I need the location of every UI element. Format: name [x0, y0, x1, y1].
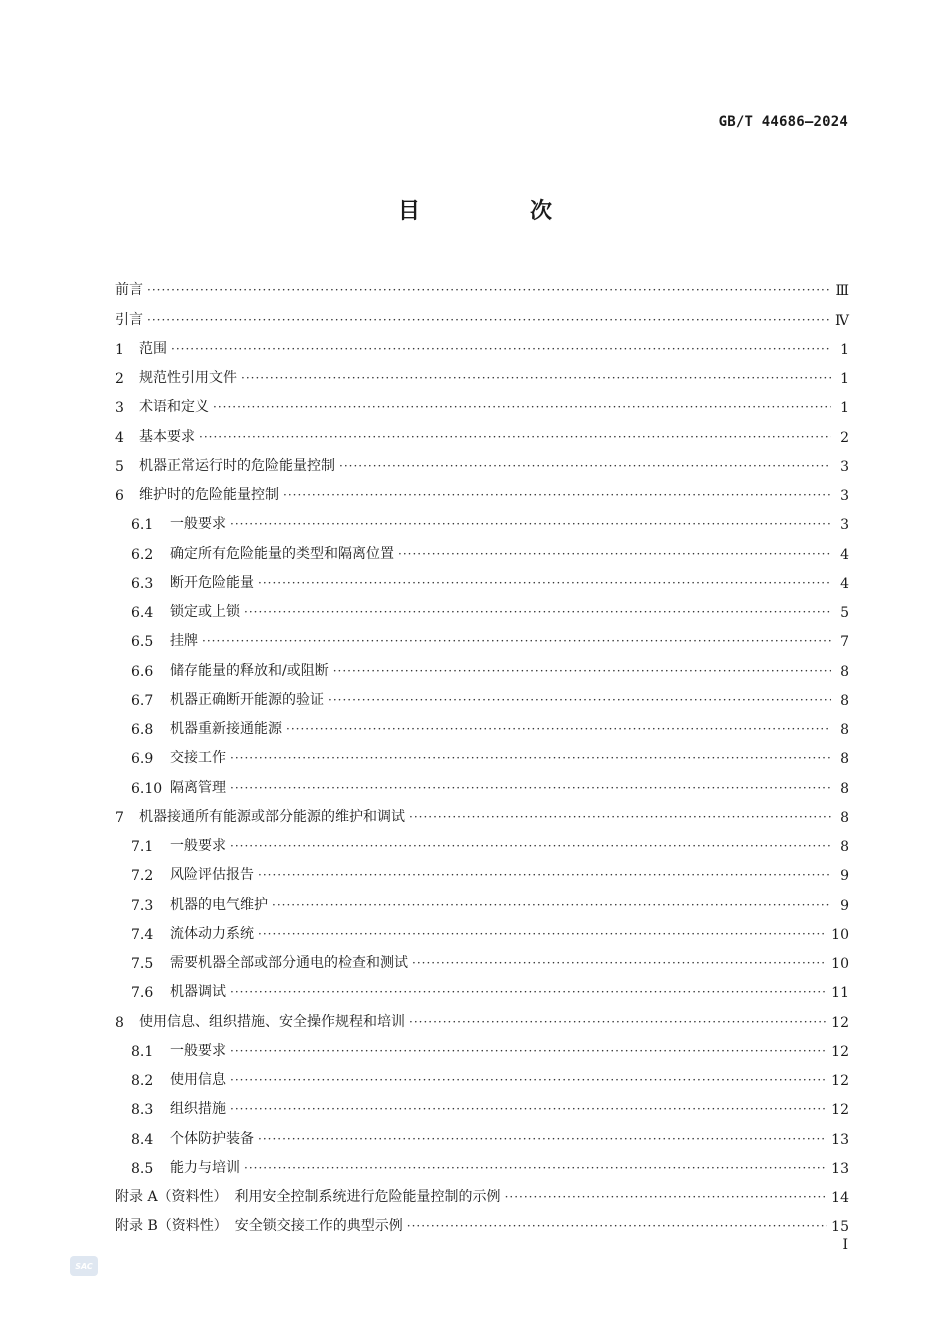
toc-entry-page: 10	[831, 926, 849, 943]
toc-entry[interactable]	[115, 680, 849, 709]
standard-number: GB/T 44686—2024	[718, 114, 848, 130]
toc-entry[interactable]	[115, 1148, 849, 1177]
toc-entry-label: 隔离管理	[170, 779, 226, 796]
toc-entry-label: 储存能量的释放和/或阻断	[170, 662, 329, 679]
toc-entry[interactable]	[115, 826, 849, 855]
toc-entry-page: 12	[831, 1043, 849, 1060]
toc-dot-leader	[230, 1042, 827, 1060]
toc-entry-number: 8.3	[131, 1102, 154, 1119]
toc-entry-label: 能力与培训	[170, 1159, 240, 1176]
page-number: I	[842, 1237, 848, 1253]
toc-entry-page: 9	[840, 897, 849, 914]
toc-entry-page: 11	[831, 985, 849, 1002]
toc-dot-leader	[283, 486, 831, 504]
toc-entry[interactable]	[115, 1118, 849, 1147]
toc-entry-page: 8	[840, 663, 849, 680]
toc-entry[interactable]	[115, 299, 849, 328]
toc-entry-page: 8	[840, 809, 849, 826]
toc-entry-page: 12	[831, 1014, 849, 1031]
toc-entry-number: 8	[115, 1014, 124, 1031]
toc-dot-leader	[333, 662, 831, 680]
toc-entry-page: 10	[831, 956, 849, 972]
toc-entry-number: 7.4	[131, 926, 154, 943]
toc-entry-label: 交接工作	[170, 750, 226, 767]
toc-entry[interactable]	[115, 738, 849, 767]
toc-entry-label: 机器正确断开能源的验证	[170, 691, 324, 708]
toc-entry-number: 6.1	[131, 517, 154, 534]
toc-dot-leader	[230, 749, 831, 767]
toc-entry-label: 机器调试	[170, 984, 226, 1001]
logo-text: SAC	[75, 1261, 93, 1271]
toc-dot-leader	[199, 428, 831, 446]
toc-entry-page: 13	[831, 1131, 849, 1148]
toc-entry[interactable]	[115, 533, 849, 562]
toc-entry-page: 1	[840, 371, 849, 387]
toc-entry[interactable]	[115, 709, 849, 738]
toc-entry-number: 6.4	[131, 605, 154, 621]
toc-dot-leader	[147, 311, 831, 329]
toc-entry-page: 3	[840, 488, 849, 504]
toc-entry[interactable]	[115, 1060, 849, 1089]
toc-entry-page: 7	[840, 634, 849, 651]
toc-dot-leader	[328, 691, 831, 709]
toc-entry-page: 3	[840, 517, 849, 534]
toc-entry-label: 机器正常运行时的危险能量控制	[139, 457, 335, 474]
toc-entry[interactable]	[115, 504, 849, 533]
toc-entry-number: 6.7	[131, 692, 154, 709]
toc-entry-page: Ⅲ	[835, 283, 849, 300]
toc-entry-number: 3	[115, 400, 124, 417]
toc-entry[interactable]	[115, 1089, 849, 1118]
toc-entry-page: 8	[840, 722, 849, 738]
toc-dot-leader	[241, 369, 831, 387]
toc-entry-label: 一般要求	[170, 516, 226, 533]
toc-entry-label: 范围	[139, 340, 167, 357]
toc-entry-label: 引言	[115, 311, 143, 328]
toc-entry-page: 3	[840, 458, 849, 475]
toc-entry-number: 7.2	[131, 868, 154, 885]
toc-entry-label: 确定所有危险能量的类型和隔离位置	[170, 545, 394, 562]
toc-entry[interactable]	[115, 1001, 849, 1030]
toc-entry-label: 断开危险能量	[170, 574, 254, 591]
toc-entry-label: 术语和定义	[139, 399, 209, 416]
toc-entry-page: 14	[831, 1190, 849, 1206]
toc-entry[interactable]	[115, 855, 849, 884]
toc-entry-number: 7.5	[131, 956, 154, 972]
toc-entry[interactable]	[115, 972, 849, 1001]
toc-dot-leader	[258, 574, 831, 592]
toc-entry[interactable]	[115, 1206, 849, 1235]
toc-entry-page: 12	[831, 1073, 849, 1089]
toc-entry-page: 13	[831, 1160, 849, 1177]
toc-dot-leader	[244, 1159, 827, 1177]
toc-entry-number: 4	[115, 429, 124, 446]
toc-entry-label: 机器接通所有能源或部分能源的维护和调试	[139, 808, 405, 825]
toc-entry-label: 一般要求	[170, 838, 226, 854]
toc-entry-number: 6	[115, 488, 124, 504]
toc-entry-label: 一般要求	[170, 1042, 226, 1059]
page-title: 目 次	[397, 198, 596, 224]
toc-entry-label: 个体防护装备	[170, 1130, 254, 1147]
toc-dot-leader	[171, 340, 831, 358]
toc-entry-label: 流体动力系统	[170, 925, 254, 942]
toc-entry-label: 需要机器全部或部分通电的检查和测试	[170, 955, 408, 971]
toc-entry[interactable]	[115, 797, 849, 826]
toc-dot-leader	[230, 983, 827, 1001]
toc-entry-label: 机器的电气维护	[170, 896, 268, 913]
toc-entry[interactable]	[115, 884, 849, 913]
toc-entry-number: 2	[115, 371, 124, 387]
toc-dot-leader	[258, 925, 827, 943]
toc-entry-page: 1	[840, 341, 849, 358]
toc-entry-label: 使用信息	[170, 1072, 226, 1088]
toc-entry[interactable]	[115, 943, 849, 972]
toc-dot-leader	[286, 720, 831, 738]
toc-entry-page: 12	[831, 1102, 849, 1119]
toc-entry-page: 9	[840, 868, 849, 885]
toc-entry-number: 7.1	[131, 839, 154, 855]
toc-entry-label: 使用信息、组织措施、安全操作规程和培训	[139, 1013, 405, 1030]
toc-entry[interactable]	[115, 563, 849, 592]
toc-entry-number: 6.6	[131, 663, 154, 680]
toc-entry-page: 5	[840, 605, 849, 621]
toc-dot-leader	[230, 1100, 827, 1118]
toc-entry[interactable]	[115, 358, 849, 387]
toc-entry[interactable]	[115, 767, 849, 796]
toc-entry-label: 挂牌	[170, 633, 198, 650]
toc-dot-leader	[409, 808, 831, 826]
toc-entry-label: 附录 A（资料性） 利用安全控制系统进行危险能量控制的示例	[115, 1189, 501, 1205]
toc-entry[interactable]	[115, 387, 849, 416]
toc-entry-page: 4	[840, 546, 849, 563]
toc-entry-number: 7	[115, 809, 124, 826]
toc-entry[interactable]	[115, 1177, 849, 1206]
toc-entry-number: 6.2	[131, 546, 154, 563]
toc-entry-label: 基本要求	[139, 428, 195, 445]
toc-dot-leader	[244, 603, 831, 621]
toc-entry-label: 维护时的危险能量控制	[139, 487, 279, 503]
toc-entry-number: 8.4	[131, 1131, 154, 1148]
toc-dot-leader	[230, 1071, 827, 1089]
toc-entry-page: Ⅳ	[835, 312, 849, 329]
toc-entry-number: 8.5	[131, 1160, 154, 1177]
toc-entry-label: 规范性引用文件	[139, 370, 237, 386]
toc-dot-leader	[258, 866, 831, 884]
toc-entry-page: 1	[840, 400, 849, 417]
toc-dot-leader	[230, 779, 831, 797]
toc-dot-leader	[230, 515, 831, 533]
toc-dot-leader	[398, 545, 831, 563]
toc-entry-number: 6.5	[131, 634, 154, 651]
toc-dot-leader	[412, 954, 827, 972]
toc-entry-page: 4	[840, 575, 849, 592]
toc-dot-leader	[147, 281, 831, 299]
toc-entry-number: 8.1	[131, 1043, 154, 1060]
toc-entry-page: 8	[840, 692, 849, 709]
toc-entry[interactable]	[115, 416, 849, 445]
toc-entry[interactable]	[115, 1031, 849, 1060]
toc-entry-label: 前言	[115, 282, 143, 299]
toc-dot-leader	[407, 1217, 827, 1235]
toc-entry-page: 15	[831, 1219, 849, 1236]
toc-entry[interactable]	[115, 914, 849, 943]
toc-entry-number: 6.8	[131, 722, 154, 738]
toc-dot-leader	[409, 1013, 827, 1031]
table-of-contents	[115, 270, 849, 1235]
toc-dot-leader	[258, 1130, 827, 1148]
sac-logo-icon	[70, 1256, 98, 1276]
toc-entry-number: 5	[115, 458, 124, 475]
toc-entry-number: 6.3	[131, 575, 154, 592]
toc-entry-page: 8	[840, 751, 849, 768]
toc-entry[interactable]	[115, 650, 849, 679]
toc-entry[interactable]	[115, 329, 849, 358]
toc-entry-label: 附录 B（资料性） 安全锁交接工作的典型示例	[115, 1218, 403, 1235]
toc-entry-number: 7.6	[131, 985, 154, 1002]
toc-dot-leader	[272, 896, 831, 914]
toc-dot-leader	[339, 457, 831, 475]
toc-entry-label: 机器重新接通能源	[170, 721, 282, 737]
toc-dot-leader	[202, 632, 831, 650]
toc-entry-label: 组织措施	[170, 1101, 226, 1118]
toc-entry[interactable]	[115, 270, 849, 299]
toc-entry-page: 2	[840, 429, 849, 446]
toc-entry-page: 8	[840, 839, 849, 855]
toc-entry-number: 6.10	[131, 780, 163, 797]
toc-entry[interactable]	[115, 621, 849, 650]
toc-entry-label: 风险评估报告	[170, 867, 254, 884]
toc-entry[interactable]	[115, 446, 849, 475]
toc-dot-leader	[213, 398, 831, 416]
toc-entry-label: 锁定或上锁	[170, 604, 240, 620]
toc-entry-number: 1	[115, 341, 124, 358]
toc-entry-number: 6.9	[131, 751, 154, 768]
toc-entry[interactable]	[115, 475, 849, 504]
toc-dot-leader	[505, 1188, 828, 1206]
toc-entry-number: 7.3	[131, 897, 154, 914]
toc-dot-leader	[230, 837, 831, 855]
toc-entry-number: 8.2	[131, 1073, 154, 1089]
toc-entry-page: 8	[840, 780, 849, 797]
toc-entry[interactable]	[115, 592, 849, 621]
